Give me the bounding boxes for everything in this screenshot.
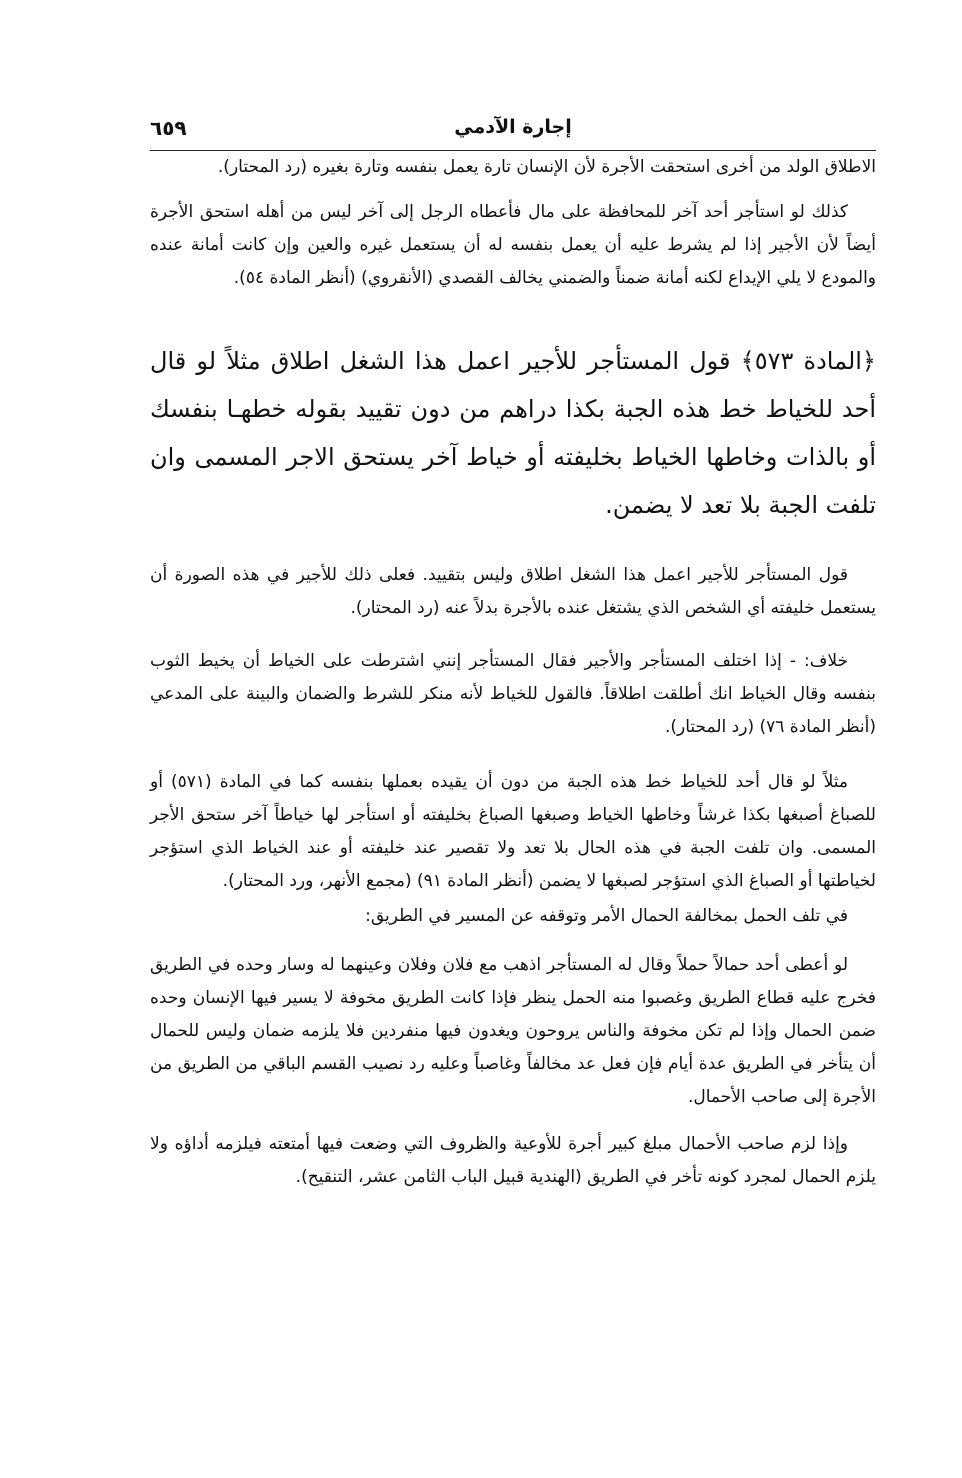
paragraph-dispute: خلاف: - إذا اختلف المستأجر والأجير فقال المستأجر إنني اشترطت على الخياط أن يخيط الثوب بنفسه وقال الخياط انك أطلقت اطلاقاً. فالقول للخياط لأنه منكر للشرط والضمان والبينة على المدعي (أنظر المادة ٧٦) (رد المحتار).	[150, 651, 876, 737]
book-page	[150, 110, 876, 1460]
page-header	[150, 110, 876, 151]
article-573: ﴿المادة ٥٧٣﴾ قول المستأجر للأجير اعمل هذا الشغل اطلاق مثلاً لو قال أحد للخياط خط هذه الجبة بكذا دراهم من دون تقييد بقوله خطهـا بنفسك أو بالذات وخاطها الخياط بخليفته أو خياط آخر يستحق الاجر المسمى وان تلفت الجبة بلا تعد لا يضمن.	[150, 347, 876, 519]
page-number: ٦٥٩	[150, 116, 187, 140]
paragraph-deposit-guard: كذلك لو استأجر أحد آخر للمحافظة على مال فأعطاه الرجل إلى آخر ليس من أهله استحق الأجرة أيضاً لأن الأجير إذا لم يشرط عليه أن يعمل بنفسه له أن يستعمل غيره والعين وإن كانت أمانة عنده والمودع لا يلي الإيداع لكنه أمانة ضمناً والضمني يخالف القصدي (الأنقروي) (أنظر المادة ٥٤).	[150, 202, 876, 288]
paragraph-containers: وإذا لزم صاحب الأحمال مبلغ كبير أجرة للأوعية والظروف التي وضعت فيها أمتعته فيلزمه أداؤه ولا يلزم الحمال لمجرد كونه تأخر في الطريق (الهندية قبيل الباب الثامن عشر، التنقيح).	[150, 1134, 876, 1187]
paragraph-example-tailor: مثلاً لو قال أحد للخياط خط هذه الجبة من دون أن يقيده بعملها بنفسه كما في المادة (٥٧١) أو للصباغ أصبغها بكذا غرشاً وخاطها الخياط وصبغها الصباغ بخليفته أو استأجر لها خياطاً آخر ستحق الأجر المسمى. وان تلفت الجبة في هذه الحال بلا تعد ولا تقصير عند خليفته أو عند الخياط الذي استؤجر لخياطتها أو الصباغ الذي استؤجر لصبغها لا يضمن (أنظر المادة ٩١) (مجمع الأنهر، ورد المحتار).	[150, 772, 876, 891]
section-heading-porter: في تلف الحمل بمخالفة الحمال الأمر وتوقفه عن المسير في الطريق:	[365, 906, 848, 926]
paragraph-porter: لو أعطى أحد حمالاً حملاً وقال له المستأجر اذهب مع فلان وفلان وعينهما له وسار وحده في الطريق فخرج عليه قطاع الطريق وغصبوا منه الحمل ينظر فإذا كانت الطريق مخوفة لا يسير فيها الإنسان وحده ضمن الحمال وإذا لم تكن مخوفة والناس يروحون ويغدون فيها منفردين فلا يلزمه ضمان وليس للحمال أن يتأخر في الطريق عدة أيام فإن فعل عد مخالفاً وغاصباً وعليه رد نصيب القسم الباقي من الطريق من الأجرة إلى صاحب الأحمال.	[150, 955, 876, 1107]
running-title: إجارة الآدمي	[454, 116, 572, 138]
paragraph-commentary-general: قول المستأجر للأجير اعمل هذا الشغل اطلاق وليس بتقييد. فعلى ذلك للأجير في هذه الصورة أن يستعمل خليفته أي الشخص الذي يشتغل عنده بالأجرة بدلاً عنه (رد المحتار).	[150, 565, 876, 618]
paragraph-continuation: الاطلاق الولد من أخرى استحقت الأجرة لأن الإنسان تارة يعمل بنفسه وتارة بغيره (رد المحتار).	[217, 157, 876, 177]
